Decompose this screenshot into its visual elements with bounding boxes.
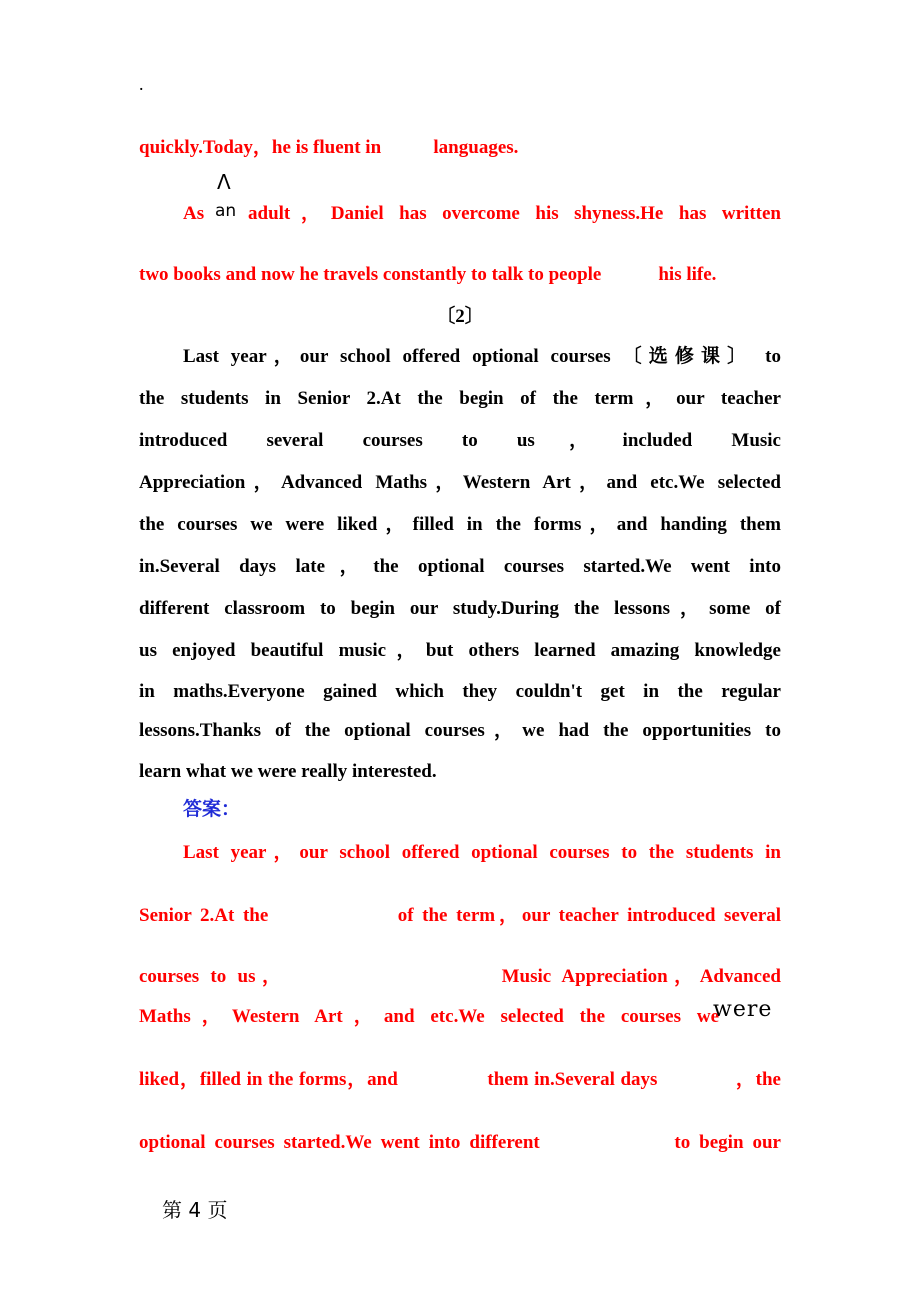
handwritten-insertion-an: an bbox=[215, 201, 237, 221]
answer-line-top-2 bbox=[183, 202, 781, 226]
answer-line-4: Maths，Western Art，and etc.We selected the courses we bbox=[139, 1006, 719, 1027]
answer-line-6: optional courses started.We went into different to begin our bbox=[139, 1132, 781, 1153]
answer-line-top-2-start: As bbox=[183, 203, 205, 224]
handwritten-were: were bbox=[713, 997, 773, 1022]
answer-line-top-2-rest: adult，Daniel has overcome his shyness.He has written bbox=[248, 203, 781, 224]
answer-label: 答案： bbox=[183, 799, 241, 820]
answer-line-5: liked，filled in the forms，and them in.Several days ，the bbox=[139, 1069, 781, 1090]
passage-line-8: us enjoyed beautiful music，but others learned amazing knowledge bbox=[139, 640, 781, 661]
answer-line-3: courses to us， Music Appreciation，Advanced bbox=[139, 966, 781, 987]
section-label: 〔2〕 bbox=[436, 306, 484, 327]
page-dot: . bbox=[139, 74, 144, 94]
passage-line-3: introduced several courses to us，included Music bbox=[139, 430, 781, 451]
passage-line-2: the students in Senior 2.At the begin of the term，our teacher bbox=[139, 388, 781, 409]
passage-line-9: in maths.Everyone gained which they couldn't get in the regular bbox=[139, 681, 781, 702]
passage-line-10: lessons.Thanks of the optional courses，we had the opportunities to bbox=[139, 720, 781, 741]
page-number-footer: 第 4 页 bbox=[162, 1198, 228, 1222]
answer-line-2: Senior 2.At the of the term，our teacher introduced several bbox=[139, 905, 781, 926]
answer-line-1: Last year，our school offered optional courses to the students in bbox=[183, 842, 781, 863]
answer-line-top-3: two books and now he travels constantly to talk to people his life. bbox=[139, 264, 717, 285]
answer-line-top-1: quickly.Today，he is fluent in languages. bbox=[139, 137, 519, 158]
passage-line-11: learn what we were really interested. bbox=[139, 761, 437, 782]
passage-line-6: in.Several days late，the optional courses started.We went into bbox=[139, 556, 781, 577]
passage-line-1: Last year，our school offered optional courses 〔选修课〕 to bbox=[183, 346, 781, 367]
passage-line-5: the courses we were liked，filled in the forms，and handing them bbox=[139, 514, 781, 535]
passage-line-4: Appreciation，Advanced Maths，Western Art，and etc.We selected bbox=[139, 472, 781, 493]
passage-line-7: different classroom to begin our study.During the lessons，some of bbox=[139, 598, 781, 619]
insertion-caret-icon: Λ bbox=[217, 170, 231, 194]
